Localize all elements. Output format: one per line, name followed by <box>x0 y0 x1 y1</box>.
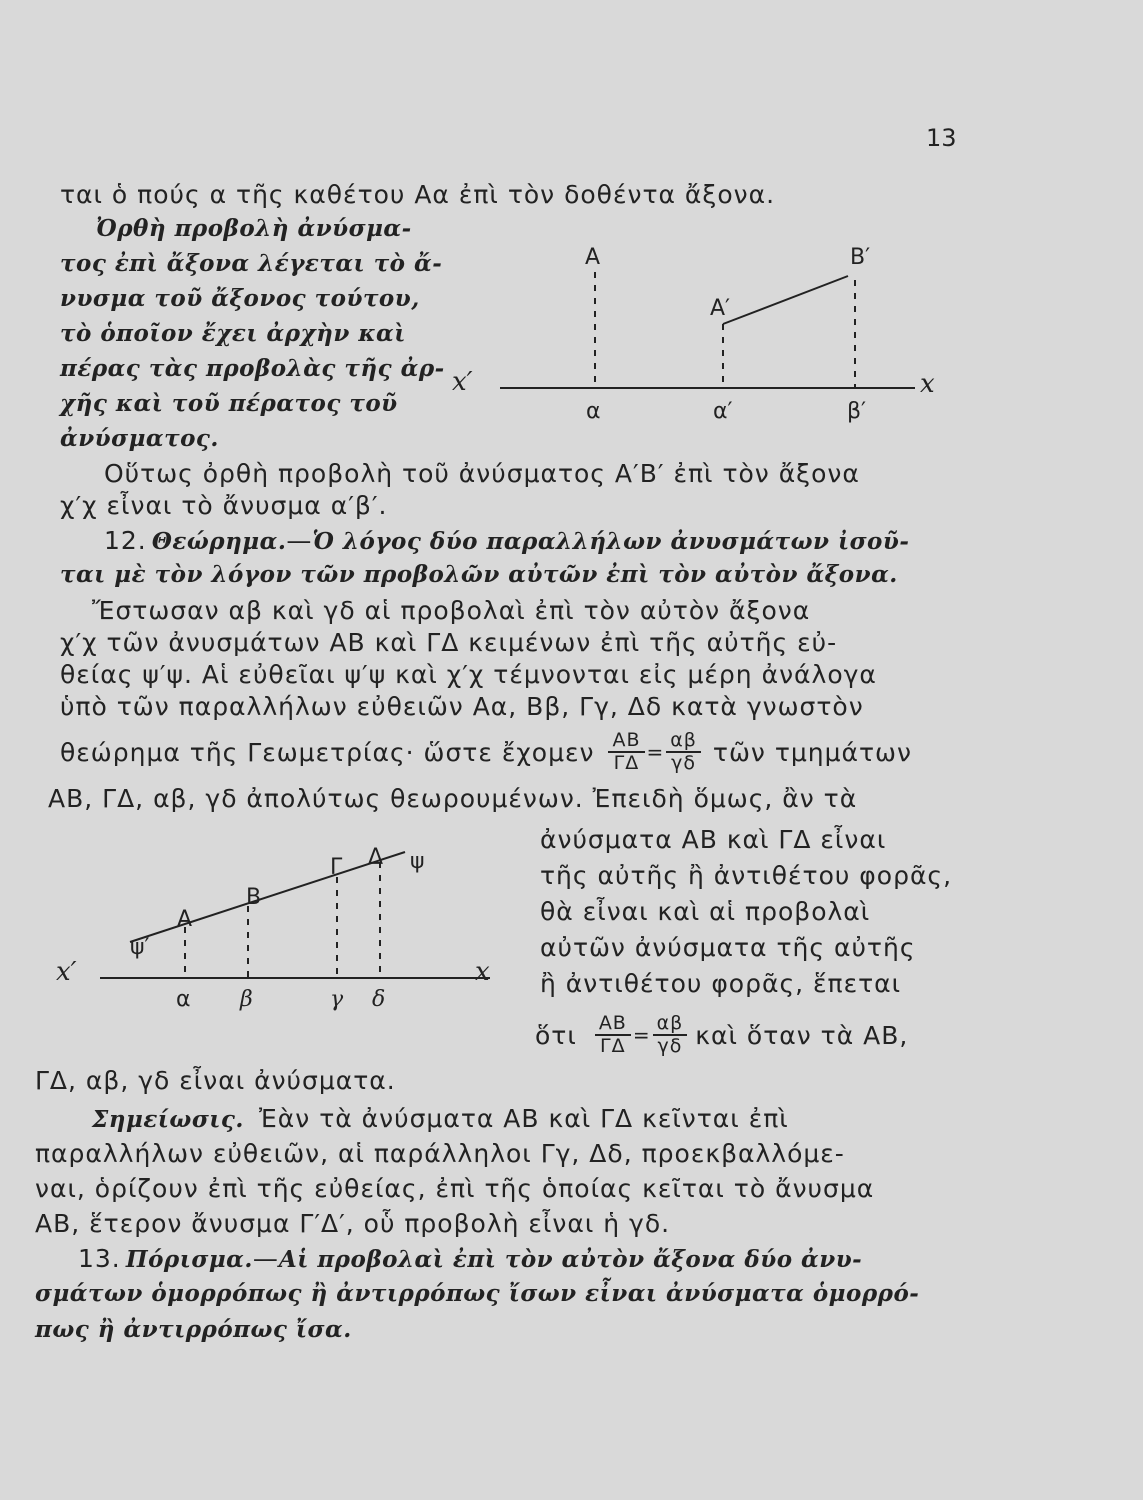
theorem-statement: Ὁ λόγος δύο παραλλήλων ἀνυσμάτων ἰσοῦ- <box>312 528 910 555</box>
definition-line: νυσμα τοῦ ἄξονος τούτου, <box>60 285 420 312</box>
equals-sign: = <box>632 1023 651 1047</box>
fraction-numerator: αβ <box>653 1013 688 1036</box>
theorem-title: Θεώρημα. <box>151 528 287 555</box>
text-segment: καὶ ὅταν τὰ ΑΒ, <box>695 1020 909 1050</box>
fraction-numerator: ΑΒ <box>595 1013 631 1036</box>
text-line: αὐτῶν ἀνύσματα τῆς αὐτῆς <box>540 933 916 962</box>
parallel-projection-figure <box>50 820 520 1020</box>
label-x: x <box>475 957 490 987</box>
fraction-numerator: αβ <box>666 730 701 753</box>
definition-line: ἀνύσματος. <box>60 425 219 452</box>
label-psi: ψ <box>410 849 425 874</box>
corollary-number: 13. <box>78 1244 121 1273</box>
note-title: Σημείωσις. <box>92 1106 244 1133</box>
label-alpha-prime: α′ <box>713 399 733 424</box>
label-x-prime: x′ <box>56 957 77 987</box>
fraction <box>595 1013 631 1057</box>
label-alpha: α <box>586 399 601 424</box>
label-B-prime: B′ <box>850 245 871 270</box>
text-line: ὑπὸ τῶν παραλλήλων εὐθειῶν Αα, Ββ, Γγ, Δδ κατὰ γνωστὸν <box>60 692 864 721</box>
fraction-numerator: ΑΒ <box>608 730 644 753</box>
fraction <box>653 1013 688 1057</box>
equals-sign: = <box>646 740 665 764</box>
text-line: ται ὁ πούς α τῆς καθέτου Αα ἐπὶ τὸν δοθέντα ἄξονα. <box>60 180 776 209</box>
text-segment: θεώρημα τῆς Γεωμετρίας· ὥστε ἔχομεν <box>60 737 595 767</box>
theorem-dash: — <box>286 526 313 555</box>
fraction-denominator: ΓΔ <box>613 752 640 774</box>
label-B: B <box>246 885 262 910</box>
corollary-heading <box>78 1244 862 1273</box>
definition-line: Ὀρθὴ προβολὴ ἀνύσμα- <box>96 215 412 242</box>
text-line: τῆς αὐτῆς ἢ ἀντιθέτου φορᾶς, <box>540 861 953 890</box>
fraction-denominator: ΓΔ <box>600 1035 626 1057</box>
corollary-statement: σμάτων ὁμορρόπως ἢ ἀντιρρόπως ἴσων εἶναι ἀνύσματα ὁμορρό- <box>35 1280 920 1307</box>
equation-line <box>60 728 912 776</box>
text-line: ΑΒ, ΓΔ, αβ, γδ ἀπολύτως θεωρουμένων. Ἐπειδὴ ὅμως, ἂν τὰ <box>48 784 858 813</box>
text-segment: ὅτι <box>535 1020 577 1050</box>
text-line: παραλλήλων εὐθειῶν, αἱ παράλληλοι Γγ, Δδ, προεκβαλλόμε- <box>35 1139 845 1168</box>
text-line: ναι, ὁρίζουν ἐπὶ τῆς εὐθείας, ἐπὶ τῆς ὁποίας κεῖται τὸ ἄνυσμα <box>35 1174 875 1203</box>
text-line: ἢ ἀντιθέτου φορᾶς, ἕπεται <box>540 969 902 998</box>
text-line: ἀνύσματα ΑΒ καὶ ΓΔ εἶναι <box>540 825 887 854</box>
fraction <box>608 730 644 774</box>
theorem-number: 12. <box>104 526 147 555</box>
equation-line <box>535 1010 908 1060</box>
label-x: x <box>920 369 935 399</box>
label-A-prime: A′ <box>710 296 731 321</box>
label-beta-prime: β′ <box>847 399 867 424</box>
fraction <box>666 730 701 774</box>
page-number: 13 <box>926 124 957 152</box>
text-line: χ′χ εἶναι τὸ ἄνυσμα α′β′. <box>60 491 388 520</box>
text-line: θὰ εἶναι καὶ αἱ προβολαὶ <box>540 897 871 926</box>
corollary-statement: Αἱ προβολαὶ ἐπὶ τὸν αὐτὸν ἄξονα δύο ἀνυ- <box>278 1246 863 1273</box>
label-Gamma: Γ <box>330 855 343 880</box>
corollary-title: Πόρισμα. <box>125 1246 253 1273</box>
text-line: Ἔστωσαν αβ καὶ γδ αἱ προβολαὶ ἐπὶ τὸν αὐτὸν ἄξονα <box>92 596 811 625</box>
definition-line: τὸ ὁποῖον ἔχει ἀρχὴν καὶ <box>60 320 406 347</box>
corollary-statement: πως ἢ ἀντιρρόπως ἴσα. <box>35 1316 352 1343</box>
label-A: A <box>585 245 601 270</box>
label-beta: β <box>240 987 253 1012</box>
text-segment: τῶν τμημάτων <box>712 737 912 767</box>
fraction-denominator: γδ <box>671 752 697 774</box>
text-line: ΑΒ, ἕτερον ἄνυσμα Γ′Δ′, οὗ προβολὴ εἶναι ἡ γδ. <box>35 1209 671 1238</box>
projection-figure <box>440 220 960 430</box>
label-x-prime: x′ <box>452 367 473 397</box>
definition-line: χῆς καὶ τοῦ πέρατος τοῦ <box>60 390 398 417</box>
note-heading-line <box>92 1104 789 1133</box>
text-line: Οὕτως ὀρθὴ προβολὴ τοῦ ἀνύσματος Α′Β′ ἐπὶ τὸν ἄξονα <box>104 459 860 488</box>
corollary-dash: — <box>252 1244 279 1273</box>
vector-line <box>723 276 848 324</box>
text-line: ΓΔ, αβ, γδ εἶναι ἀνύσματα. <box>35 1066 396 1095</box>
text-segment: Ἐὰν τὰ ἀνύσματα ΑΒ καὶ ΓΔ κεῖνται ἐπὶ <box>259 1104 789 1133</box>
fraction-denominator: γδ <box>657 1035 683 1057</box>
label-Delta: Δ <box>368 845 384 870</box>
definition-line: πέρας τὰς προβολὰς τῆς ἀρ- <box>60 355 445 382</box>
label-psi-prime: ψ′ <box>130 935 150 960</box>
label-gamma: γ <box>330 987 344 1012</box>
line-psi <box>130 852 405 942</box>
label-delta: δ <box>372 987 386 1012</box>
label-A: A <box>177 907 193 932</box>
theorem-heading <box>104 526 909 555</box>
text-line: θείας ψ′ψ. Αἱ εὐθεῖαι ψ′ψ καὶ χ′χ τέμνονται εἰς μέρη ἀνάλογα <box>60 660 877 689</box>
label-alpha: α <box>176 987 191 1012</box>
text-line: χ′χ τῶν ἀνυσμάτων ΑΒ καὶ ΓΔ κειμένων ἐπὶ τῆς αὐτῆς εὐ- <box>60 628 838 657</box>
definition-line: τος ἐπὶ ἄξονα λέγεται τὸ ἄ- <box>60 250 443 277</box>
theorem-statement: ται μὲ τὸν λόγον τῶν προβολῶν αὐτῶν ἐπὶ τὸν αὐτὸν ἄξονα. <box>60 561 898 588</box>
